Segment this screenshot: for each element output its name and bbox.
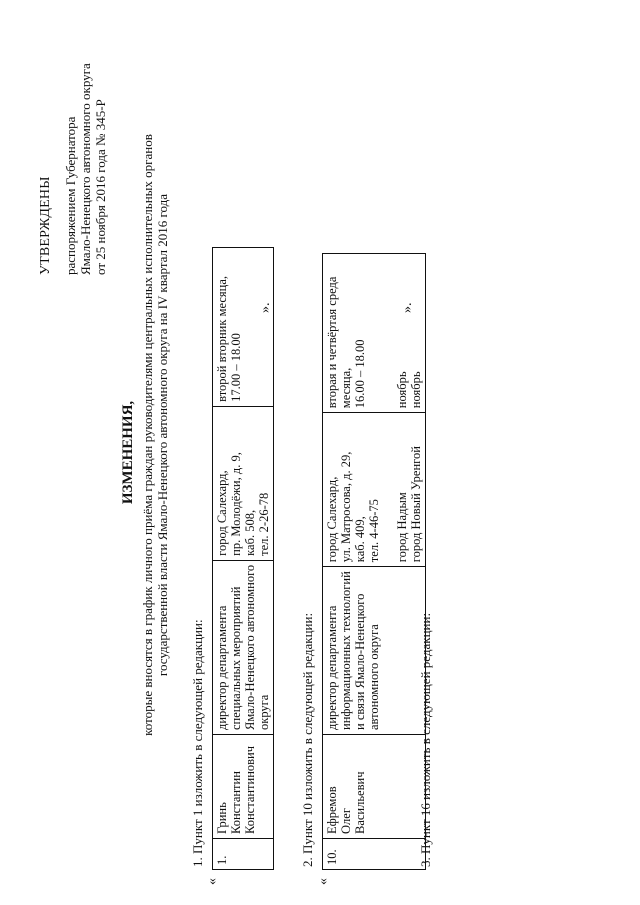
name-line: Константин [229,771,243,834]
point-1-open-quote: « [205,878,220,885]
subtitle-line-1: которые вносятся в график личного приёма граждан руководителями центральных исполнительных органов [140,134,155,736]
schedule-line: вторая и четвёртая среда [325,276,339,409]
row-schedule [213,247,274,406]
name-line: Олег [339,808,353,834]
point-2-close-quote: ». [400,302,415,313]
position-line: автономного округа [367,624,381,730]
address-line: каб. 508, [243,509,257,556]
row-address [323,413,426,567]
row-name [213,735,274,839]
point-2-intro: 2. Пункт 10 изложить в следующей редакции: [300,612,315,867]
point-1-table [212,247,274,870]
approval-stamp [38,63,108,275]
schedule-line: месяца, [339,367,353,409]
address-line: город Новый Уренгой [409,446,423,563]
approval-heading: УТВЕРЖДЕНЫ [38,176,53,275]
position-line: директор департамента [325,605,339,730]
document-title: ИЗМЕНЕНИЯ, [120,400,136,505]
subtitle-line-2: государственной власти Ямало-Ненецкого автономного округа на IV квартал 2016 года [155,193,170,677]
point-2-table [322,253,426,870]
address-line: пр. Молодёжи, д. 9, [229,452,243,556]
approval-line-3: от 25 ноября 2016 года № 345-Р [93,99,108,275]
row-address [213,406,274,560]
position-line: округа [257,694,271,730]
table-row [213,247,274,869]
schedule-line: второй вторник месяца, [215,275,229,402]
name-line: Ефремов [325,786,339,834]
address-line: город Салехард, [215,470,229,556]
schedule-line: 17.00 – 18.00 [229,333,243,402]
schedule-line: ноябрь [395,371,409,409]
address-line: город Надым [395,492,409,563]
row-name [323,735,426,839]
row-number: 1. [213,839,274,870]
schedule-line: ноябрь [409,371,423,409]
approval-line-1: распоряжением Губернатора [63,116,78,275]
position-line: и связи Ямало-Ненецкого [353,593,367,730]
position-line: специальных мероприятий [229,586,243,730]
address-line: тел. 4-46-75 [367,499,381,563]
position-line: Ямало-Ненецкого автономного [243,564,257,730]
row-schedule [323,254,426,413]
address-line: ул. Матросова, д. 29, [339,451,353,563]
position-line: информационных технологий [339,571,353,730]
approval-line-2: Ямало-Ненецкого автономного округа [78,63,93,275]
row-position [323,567,426,735]
position-line: директор департамента [215,605,229,730]
address-line: город Салехард, [325,476,339,563]
table-row [323,254,426,870]
point-1-close-quote: ». [258,302,273,313]
address-line: каб. 409, [353,516,367,563]
name-line: Васильевич [353,771,367,834]
document-subtitle [140,85,170,785]
row-position [213,560,274,734]
name-line: Константинович [243,745,257,834]
name-line: Гринь [215,802,229,834]
point-1-intro: 1. Пункт 1 изложить в следующей редакции: [190,619,205,867]
point-3-intro: 3. Пункт 16 изложить в следующей редакции: [418,612,433,867]
point-2-open-quote: « [316,878,331,885]
row-number: 10. [323,839,426,870]
schedule-line: 16.00 – 18.00 [353,339,367,409]
address-line: тел. 2-26-78 [257,492,271,556]
